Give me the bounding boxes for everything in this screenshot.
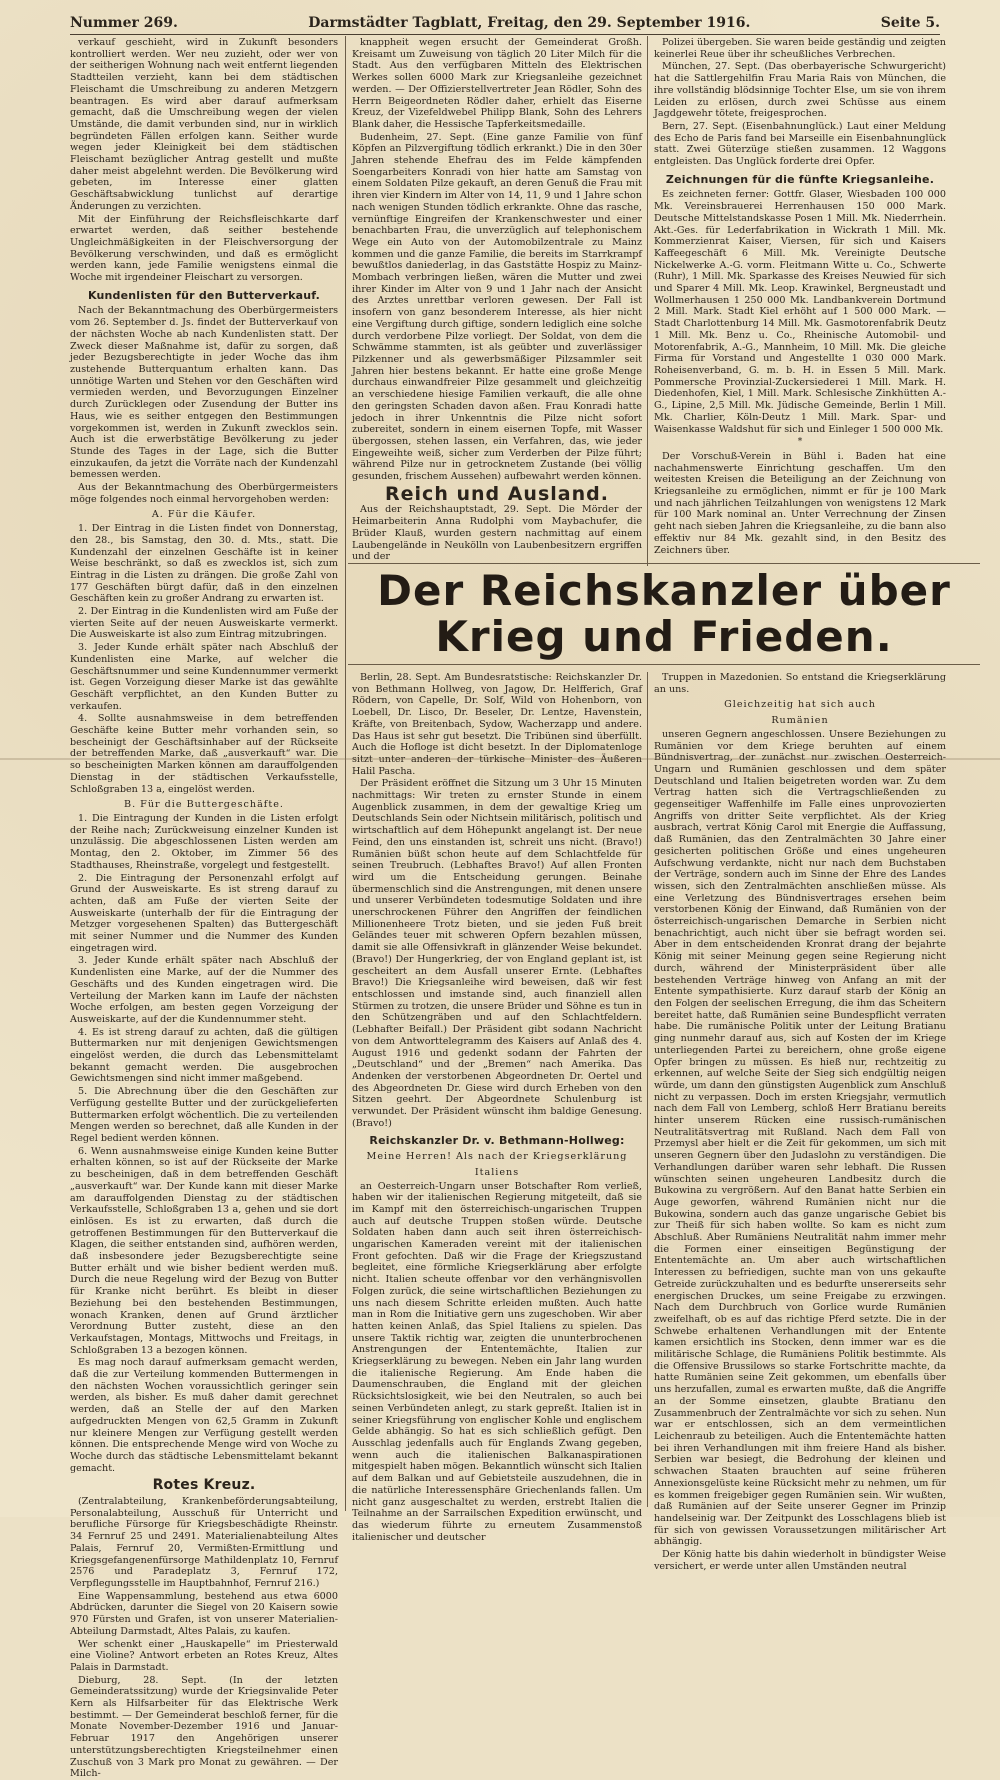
paragraph: Nach der Bekanntmachung des Oberbürgermeisters vom 26. September d. Js. findet der Butterverkauf von der nächsten Woche ab nach Kundenlisten statt. Der Zweck dieser Maßnahme ist, dafür zu sorgen, daß jeder Bezugsberechtigte in jeder Woche das ihm zustehende Butterquantum erhalten kann. Das unnötige Warten und Stehen vor den Geschäften wird vermieden werden, und Bevorzugungen Einzelner durch Zurücklegen oder Zusendung der Butter ins Haus, wie es seither entgegen den Bestimmungen vorgekommen ist, werden in Zukunft zwecklos sein. Auch ist die erwerbstätige Bevölkerung zu jeder Stunde des Tages in der Lage, sich die Butter einzukaufen, da jetzt die Vorräte nach der Kundenzahl bemessen werden. [70, 305, 338, 481]
lead-in: Gleichzeitig hat sich auch [724, 699, 876, 711]
paragraph: Der Vorschuß-Verein in Bühl i. Baden hat eine nachahmenswerte Einrichtung geschaffen. Um den weitesten Kreisen die Beteiligung an der Zeichnung von Kriegsanleihe zu ermöglichen, nimmt er für je 100 Mark und nach jährlichen Teilzahlungen von wenigstens 12 Mark für 100 Mark nominal an. Unter Verrechnung der Zinsen geht nach sieben Jahren die Kriegsanleihe, zu die bann also effektiv nur 84 Mk. gezahlt sind, in den Besitz des Zeichners über. [654, 450, 946, 556]
page-number: Seite 5. [880, 15, 940, 31]
paragraph: Truppen in Mazedonien. So entstand die Kriegserklärung an uns. [654, 672, 946, 695]
paragraph: verkauf geschieht, wird in Zukunft besonders kontrolliert werden. Wer neu zuzieht, oder wer von der seitherigen Wohnung nach weit entfernt liegenden Stadtteilen verzieht, kann bei dem städtischen Fleischamt die Umschreibung zu anderen Metzgern beantragen. Es wird aber darauf aufmerksam gemacht, daß die Umschreibung wegen der vielen Umstände, die damit verbunden sind, nur in wirklich begründeten Fällen erfolgen kann. Seither wurde wegen jeder Kleinigkeit bei dem städtischen Fleischamt bezüglicher Antrag gestellt und mußte daher meist abgelehnt werden. Die Bevölkerung wird gebeten, im Interesse einer glatten Geschäftsabwicklung tunlichst auf derartige Änderungen zu verzichten. [70, 37, 338, 212]
page-header [70, 12, 940, 35]
main-headline [348, 568, 980, 660]
list-item: 3. Jeder Kunde erhält später nach Abschluß der Kundenlisten eine Marke, auf welcher die Geschäftsnummer und seine Kundennummer vermerkt ist. Gegen Vorzeigung dieser Marke ist das gewählte Geschäft verpflichtet, an den Kunden Butter zu verkaufen. [70, 642, 338, 712]
headline-rule-top [348, 563, 980, 564]
paragraph: Dieburg, 28. Sept. (In der letzten Gemeinderatssitzung) wurde der Kriegsinvalide Peter Kern als Hilfsarbeiter für das Elektrische Werk bestimmt. — Der Gemeinderat beschloß ferner, für die Monate November-Dezember 1916 und Januar-Februar 1917 den Angehörigen unserer unterstützungsberechtigten Kriegsteilnehmer einen Zuschuß von 3 Mark pro Monat zu gewähren. — Der Milch- [70, 1674, 338, 1780]
headline-line-2: Krieg und Frieden. [435, 612, 893, 661]
headline-line-1: Der Reichskanzler über [377, 566, 951, 615]
speech-italien: Italiens [474, 1166, 520, 1178]
separator-asterisk: * [797, 437, 803, 448]
subheading-a: A. Für die Käufer. [151, 509, 257, 521]
column-2-lower [352, 672, 642, 1543]
paragraph: Es zeichneten ferner: Gottfr. Glaser, Wiesbaden 100 000 Mk. Vereinsbrauerei Herrenhausen 150 000 Mark. Deutsche Mittelstandskasse Posen 1 Mill. Mk. Niederrhein. Akt.-Ges. für Lederfabrikation in Wickrath 1 Mill. Mk. Kommerzienrat Kaiser, Viersen, für sich und Kaisers Kaffeegeschäft 6 Mill. Mk. Vereinigte Deutsche Nickelwerke A.-G. vorm. Fleitmann Witte u. Co., Schwerte (Ruhr), 1 Mill. Mk. Sparkasse des Kreises Neuwied für sich und Sparer 4 Mill. Mk. Leop. Krawinkel, Bergneustadt und Wollmerhausen 1 250 000 Mk. Landbankverein Dortmund 2 Mill. Mark. Stadt Kiel erhöht auf 1 500 000 Mark. — Stadt Charlottenburg 14 Mill. Mk. Gasmotorenfabrik Deutz 1 Mill. Mk. Benz u. Co., Rheinische Automobil- und Motorenfabrik, A.-G., Mannheim, 10 Mill. Mk. Die gleiche Firma für Vorstand und Angestellte 1 030 000 Mark. Roheisenverband, G. m. b. H. in Essen 5 Mill. Mark. Pommersche Provinzial-Zuckersiederei 1 Mill. Mark. H. Diedenhofen, Kiel, 1 Mill. Mark. Schlesische Zinkhütten A.-G., Lipine, 2,5 Mill. Mk. Jüdische Gemeinde, Berlin 1 Mill. Mk. Charlier, Köln-Deutz 1 Mill. Mark. Spar- und Waisenkasse Waldshut für sich und Einleger 1 500 000 Mk. [654, 189, 946, 435]
list-item: 2. Die Eintragung der Personenzahl erfolgt auf Grund der Ausweiskarte. Es ist streng darauf zu achten, daß am Fuße der vierten Seite der Ausweiskarte (unterhalb der für die Eintragung der Metzger vorgesehenen Spalten) das Buttergeschäft mit seiner Nummer und die Nummer des Kunden eingetragen wird. [70, 872, 338, 954]
paragraph: Wer schenkt einer „Hauskapelle“ im Priesterwald eine Violine? Antwort erbeten an Rotes Kreuz, Altes Palais in Darmstadt. [70, 1638, 338, 1673]
subheading-rumaenien: Rumänien [771, 715, 829, 727]
paragraph: unseren Gegnern angeschlossen. Unsere Beziehungen zu Rumänien vor dem Kriege beruhten auf einem Bündnisvertrag, der zunächst nur zwischen Oesterreich-Ungarn und Rumänien geschlossen und dem später Deutschland und Italien beigetreten worden war. Zu dem Vertrag hatten sich die Vertragschließenden zu gegenseitiger Waffenhilfe im Falle eines unprovozierten Angriffs von dritter Seite verpflichtet. Als der Krieg ausbrach, vertrat König Carol mit Energie die Auffassung, daß Rumänien, das den Zentralmächten 30 Jahre einer gesicherten politischen Größe und eines ungeheuren Aufschwung verdankte, nicht nur nach dem Buchstaben der Verträge, sondern auch im Sinne der Ehre des Landes wissen, sich den Zentralmächten anschließen müsse. Als eine Verletzung des Bündnisvertrages ersehen beim verstorbenen König der Einwand, daß Rumänien von der österreichisch-ungarischen Demarche in Serbien nicht benachrichtigt, auch nicht über sie befragt worden sei. Aber in dem entscheidenden Kronrat drang der bejahrte König mit seiner Meinung gegen seine Regierung nicht durch, während der Ministerpräsident über alle bestehenden Verträge hinweg von Anfang an mit der Entente sympathisierte. Kurz darauf starb der König an den Folgen der seelischen Erregung, die ihm das Scheitern bereitet hatte, daß Rumänien seine Bundespflicht verraten habe. Die rumänische Politik unter der Leitung Bratianu ging nunmehr darauf aus, sich auf Kosten der im Kriege unterliegenden Partei zu bereichern, ohne große eigene Opfer bringen zu müssen. Es hieß nur, rechtzeitig zu erkennen, auf welche Seite der Sieg sich endgültig neigen würde, um dann den günstigsten Augenblick zum Anschluß nicht zu verpassen. Doch im ersten Kriegsjahr, vermutlich nach dem Fall von Lemberg, schloß Herr Bratianu bereits hinter unserem Rücken eine russisch-rumänischen Neutralitätsvertrag mit Rußland. Nach dem Fall von Przemysl aber hielt er die Zeit für gekommen, um sich mit unseren Gegnern über den Judaslohn zu verständigen. Die Verhandlungen darüber waren sehr lebhaft. Die Russen wünschten seinen ungeheuren Landbesitz durch die Bukowina zu vergrößern. Auf den Banat hatte Serbien ein Auge geworfen, während Rumänien nicht nur die Bukowina, sondern auch das ganze ungarische Gebiet bis zur Theiß für sich haben wollte. So kam es nicht zum Abschluß. Aber Rumäniens Neutralität nahm immer mehr die Formen einer einseitigen Begünstigung der Ententemächte an. Um aber auch wirtschaftlichen Interessen zu befriedigen, suchte man von uns gekaufte Getreide zurückzuhalten und es bedurfte unsererseits sehr energischen Druckes, um seine Freigabe zu erzwingen. Nach dem Durchbruch von Gorlice wurde Rumänien zweifelhaft, ob es auf das richtige Pferd setzte. Die in der Schwebe erhaltenen Verhandlungen mit der Entente kamen ersichtlich ins Stocken, denn immer war es die militärische Schlage, die Rumäniens Politik bestimmte. Als die Offensive Brussilows so starke Fortschritte machte, da hatte Rumänien seine Zeit gekommen, um ebenfalls über uns herzufallen, zumal es erwarten mußte, daß die Angriffe an der Somme einsetzen, glaubte Bratianu den Zusammenbruch der Zentralmächte vor sich zu sehen. Nun war er entschlossen, sich an dem vermeintlichen Leichenraub zu beteiligen. Auch die Ententemächte hatten bei ihren Verhandlungen mit ihm freiere Hand als bisher. Serbien war besiegt, die Bedrohung der kleinen und schwachen Staaten brauchten auf seine früheren Annexionsgelüste keine Rücksicht mehr zu nehmen, um für es kommen freigebiger gegen Rumänien sein. Wir wußten, daß Rumänien auf der Seite unserer Gegner im Prinzip handelseinig war. Der Zeitpunkt des Losschlagens blieb ist für sich von gewissen Voraussetzungen militärischer Art abhängig. [654, 728, 946, 1548]
list-item: 3. Jeder Kunde erhält später nach Abschluß der Kundenlisten eine Marke, auf der die Nummer des Geschäfts und des Kunden eingetragen wird. Die Verteilung der Marken kann im Laufe der nächsten Woche erfolgen, am besten gegen Vorzeigung der Ausweiskarte, auf der die Kundennummer steht. [70, 955, 338, 1025]
list-item: Es mag noch darauf aufmerksam gemacht werden, daß die zur Verteilung kommenden Buttermengen in den nächsten Wochen voraussichtlich geringer sein werden, als bisher. Es muß daher damit gerechnet werden, daß an Stelle der auf den Marken aufgedruckten Mengen von 62,5 Gramm in Zukunft nur kleinere Mengen zur Verfügung gestellt werden können. Die entsprechende Menge wird von Woche zu Woche durch das städtische Lebensmittelamt bekannt gemacht. [70, 1357, 338, 1474]
issue-number: Nummer 269. [70, 15, 178, 31]
column-rule-3 [647, 672, 648, 1507]
paragraph: (Zentralabteilung, Krankenbeförderungsabteilung, Personalabteilung, Ausschuß für Unterricht und berufliche Fürsorge für Kriegsbeschädigte Rheinstr. 34 Fernruf 25 und 2491. Materialienabteilung Altes Palais, Fernruf 20, Vermißten-Ermittlung und Kriegsgefangenenfürsorge Mathildenplatz 10, Fernruf 2576 und Paradeplatz 3, Fernruf 172, Verpflegungsstelle im Hauptbahnhof, Fernruf 216.) [70, 1496, 338, 1589]
list-item: 4. Sollte ausnahmsweise in dem betreffenden Geschäfte keine Butter mehr vorhanden sein, so bescheinigt der Geschäftsinhaber auf der Rückseite der betreffenden Marke, daß „ausverkauft“ war. Die so bescheinigten Marken können am darauffolgenden Dienstag in der städtischen Verkaufsstelle, Schloßgraben 13 a, eingelöst werden. [70, 713, 338, 795]
column-1 [70, 37, 338, 1780]
section-heading-reich: Reich und Ausland. [385, 482, 609, 505]
list-item: 4. Es ist streng darauf zu achten, daß die gültigen Buttermarken nur mit denjenigen Gewichtsmengen eingelöst werden, die durch das Lebensmittelamt bekannt gemacht werden. Die ausgebrochen Gewichtsmengen sind nicht immer maßgebend. [70, 1026, 338, 1085]
list-item: 1. Die Eintragung der Kunden in die Listen erfolgt der Reihe nach; Zurückweisung einzelner Kunden ist unzulässig. Die abgeschlossenen Listen werden am Montag, den 2. Oktober, im Zimmer 56 des Stadthauses, Rheinstraße, vorgelegt und festgestellt. [70, 813, 338, 871]
paragraph: Bern, 27. Sept. (Eisenbahnunglück.) Laut einer Meldung des Echo de Paris fand bei Marseille ein Eisenbahnunglück statt. Zwei Güterzüge stießen zusammen. 12 Waggons entgleisten. Das Unglück forderte drei Opfer. [654, 120, 946, 168]
paragraph: Der Präsident eröffnet die Sitzung um 3 Uhr 15 Minuten nachmittags: Wir treten zu ernster Stunde in einem Augenblick zusammen, in dem der gewaltige Krieg um Deutschlands Sein oder Nichtsein militärisch, politisch und wirtschaftlich auf dem Höhepunkt angelangt ist. Der neue Feind, den uns einstanden ist, schreit uns nicht. (Bravo!) Rumänien büßt schon heute auf dem Schlachtfelde für seinen Treubruch. (Lebhaftes Bravo!) Auf allen Fronten wird um die Entscheidung gerungen. Beinahe übermenschlich sind die Anstrengungen, mit denen unsere und unserer Verbündeten todesmutige Soldaten und ihre unerschrockenen Führer den Angriffen der feindlichen Millionenheere Trotz bieten, und sie jeden Fuß breit Geländes teuer mit schweren Opfern bezahlen müssen, damit sie alle Offensivkraft in glänzender Weise bekundet. (Bravo!) Der Hungerkrieg, der von England geplant ist, ist gescheitert an dem Ausfall unserer Ernte. (Lebhaftes Bravo!) Die Kriegsanleihe wird beweisen, daß wir fest entschlossen und imstande sind, auch finanziell allen Stürmen zu trotzen, die unsere Brüder und Söhne es tun in den Schützengräben und auf den Schlachtfeldern. (Lebhafter Beifall.) Der Präsident gibt sodann Nachricht von dem Antworttelegramm des Kaisers auf Anlaß des 4. August 1916 und gedenkt sodann der Fahrten der „Deutschland“ und der „Bremen“ nach Amerika. Das Andenken der verstorbenen Abgeordneten Dr. Oertel und des Abgeordneten Dr. Giese wird durch Erheben von den Sitzen geehrt. Der Abgeordnete Schulenburg ist verwundet. Der Präsident wünscht ihm baldige Genesung. (Bravo!) [352, 778, 642, 1129]
paragraph: Mit der Einführung der Reichsfleischkarte darf erwartet werden, daß seither bestehende Ungleichmäßigkeiten in der Fleischversorgung der Bevölkerung verschwinden, und daß es ermöglicht werden kann, jede Familie wenigstens einmal die Woche mit irgendeiner Fleischart zu versorgen. [70, 213, 338, 284]
paragraph: Polizei übergeben. Sie waren beide geständig und zeigten keinerlei Reue über ihr scheußliches Verbrechen. [654, 37, 946, 60]
column-2 [352, 37, 642, 563]
section-heading-butter: Kundenlisten für den Butterverkauf. [87, 288, 321, 302]
speech-heading: Reichskanzler Dr. v. Bethmann-Hollweg: [369, 1134, 625, 1148]
list-item: 2. Der Eintrag in die Kundenlisten wird am Fuße der vierten Seite auf der neuen Ausweiskarte vermerkt. Die Ausweiskarte ist also zum Eintrag mitzubringen. [70, 606, 338, 641]
paragraph: knappheit wegen ersucht der Gemeinderat Großh. Kreisamt um Zuweisung von täglich 20 Liter Milch für die Stadt. Aus den verfügbaren Mitteln des Elektrischen Werkes sollen 6000 Mark zur Kriegsanleihe gezeichnet werden. — Der Offizierstellvertreter Jean Rödler, Sohn des Herrn Beigeordneten Rödler daher, erhielt das Eiserne Kreuz, der Vizefeldwebel Philipp Blank, Sohn des Lehrers Blank daher, die Hessische Tapferkeitsmedaille. [352, 37, 642, 130]
paragraph: Aus der Reichshauptstadt, 29. Sept. Die Mörder der Heimarbeiterin Anna Rudolphi vom Maybachufer, die Brüder Klauß, wurden gestern nachmittag auf einem Laubengelände in Neukölln von Laubenbesitzern ergriffen und der [352, 504, 642, 563]
section-heading-rotes-kreuz: Rotes Kreuz. [152, 1477, 256, 1494]
paragraph: Der König hatte bis dahin wiederholt in bündigster Weise versichert, er werde unter allen Umständen neutral [654, 1549, 946, 1572]
column-rule-1 [345, 36, 346, 1511]
column-rule-2 [647, 36, 648, 566]
paper-fold [0, 758, 1000, 760]
masthead-line: Darmstädter Tagblatt, Freitag, den 29. September 1916. [308, 15, 751, 31]
list-item: 5. Die Abrechnung über die den Geschäften zur Verfügung gestellte Butter und der zurückgelieferten Buttermarken erfolgt wöchentlich. Die zu verteilenden Mengen werden so berechnet, daß alle Kunden in der Regel bedient werden können. [70, 1086, 338, 1144]
headline-rule-bottom [348, 664, 980, 665]
section-heading-zeichnungen: Zeichnungen für die fünfte Kriegsanleihe. [665, 172, 935, 186]
paragraph: Berlin, 28. Sept. Am Bundesratstische: Reichskanzler Dr. von Bethmann Hollweg, von Jagow, Dr. Helfferich, Graf Rödern, von Capelle, Dr. Solf, Wild von Hohenborn, von Loebell, Dr. Lisco, Dr. Beseler, Dr. Lentze, Havenstein, Kräfte, von Breitenbach, Sydow, Wacherzapp und andere. Das Haus ist sehr gut besetzt. Die Tribünen sind überfüllt. Auch die Hofloge ist dicht besetzt. In der Diplomatenloge sitzt unter anderen der türkische Minister des Äußeren Halil Pascha. [352, 672, 642, 777]
paragraph: Aus der Bekanntmachung des Oberbürgermeisters möge folgendes noch einmal hervorgehoben werden: [70, 482, 338, 505]
speech-intro: Meine Herren! Als nach der Kriegserklärung [366, 1151, 628, 1163]
paragraph: Eine Wappensammlung, bestehend aus etwa 6000 Abdrücken, darunter die Siegel von 20 Kaisern sowie 970 Fürsten und Grafen, ist von unserer Materialien-Abteilung Darmstadt, Altes Palais, zu kaufen. [70, 1590, 338, 1637]
list-item: 1. Der Eintrag in die Listen findet von Donnerstag, den 28., bis Samstag, den 30. d. Mts., statt. Die Kundenzahl der einzelnen Geschäfte ist in keiner Weise beschränkt, so daß es zwecklos ist, sich zum Eintrag in die Listen zu drängen. Die große Zahl von 177 Geschäften bürgt dafür, daß in den einzelnen Geschäften kein zu großer Andrang zu erwarten ist. [70, 523, 338, 605]
column-3-lower [654, 672, 946, 1572]
paragraph: München, 27. Sept. (Das oberbayerische Schwurgericht) hat die Sattlergehilfin Frau Maria Rais von München, die ihre vollständig blödsinnige Tochter Else, um sie von ihrem Leiden zu erlösen, durch zwei Schüsse aus einem Jagdgewehr tötete, freigesprochen. [654, 61, 946, 120]
column-3 [654, 37, 946, 560]
paragraph: an Oesterreich-Ungarn unser Botschafter Rom verließ, haben wir der italienischen Regierung mitgeteilt, daß sie im Kampf mit den österreichisch-ungarischen Truppen auch auf deutsche Truppen stoßen würde. Deutsche Soldaten haben dann auch seit ihren österreichisch-ungarischen Kameraden vereint mit der italienischen Front gefochten. Daß wir die Frage der Kriegszustand begleitet, eine förmliche Kriegserklärung aber erfolgte nicht. Italien scheute offenbar vor den verhängnisvollen Folgen zurück, die seine wirtschaftlichen Beziehungen zu uns nach diesem Schritte erleiden mußten. Auch hatte man in Rom die Initiative gern uns zugeschoben. Wir aber hatten keinen Anlaß, das Spiel Italiens zu spielen. Das unsere Taktik richtig war, zeigten die ununterbrochenen Anstrengungen der Ententemächte, Italien zur Kriegserklärung zu bewegen. Neben ein Jahr lang wurden die italienische Regierung. Am Ende haben die Daumenschrauben, die England mit der gleichen Rücksichtslosigkeit, wie bei den Neutralen, so auch bei seinen Verbündeten anlegt, zu stark gepreßt. Italien ist in seiner Kriegsführung von englischer Kohle und englischem Gelde abhängig. So hat es sich schließlich gefügt. Den Ausschlag jedenfalls auch für Englands Zwang gegeben, wenn auch die italienischen Balkanaspirationen mitgespielt haben mögen. Bekanntlich wünscht sich Italien auf dem Balkan und auf Gebietsteile auszudehnen, die in die natürliche Interessensphäre Griechenlands fallen. Um nicht ganz ausgeschaltet zu werden, erstrebt Italien die Teilnahme an der Sarrailschen Expedition erwünscht, und das wiederum führte zu erneutem Zusammenstoß italienischer und deutscher [352, 1180, 642, 1543]
list-item: 6. Wenn ausnahmsweise einige Kunden keine Butter erhalten können, so ist auf der Rückseite der Marke zu bescheinigen, daß in dem betreffenden Geschäft „ausverkauft“ war. Der Kunde kann mit dieser Marke am darauffolgenden Dienstag zu der städtischen Verkaufsstelle, Schloßgraben 13 a, gehen und sie dort einlösen. Es ist zu erwarten, daß durch die getroffenen Bestimmungen für den Butterverkauf die Klagen, die seither entstanden sind, aufhören werden, daß insbesondere jeder Bezugsberechtigte seine Butter erhält und wie bisher bedient werden muß. Durch die neue Regelung wird der Bezug von Butter für Kranke nicht berührt. Es bleibt in dieser Beziehung bei den bestehenden Bestimmungen, wonach Kranken, denen auf Grund ärztlicher Verordnung Butter zusteht, diese an den Verkaufstagen, Montags, Mittwochs und Freitags, in Schloßgraben 13 a bezogen können. [70, 1145, 338, 1356]
subheading-b: B. Für die Buttergeschäfte. [124, 799, 284, 811]
paragraph: Budenheim, 27. Sept. (Eine ganze Familie von fünf Köpfen an Pilzvergiftung tödlich erkrankt.) Die in den 30er Jahren stehende Ehefrau des im Felde kämpfenden Soengarbeiters Konradi von hier hatte am Samstag von einem Soldaten Pilze gekauft, an deren Genuß die Frau mit ihren vier Kindern im Alter von 14, 11, 9 und 1 Jahre schon nach wenigen Stunden tödlich erkrankte. Ohne das rasche, vernünftige Eingreifen der Krankenschwester und einer benachbarten Frau, die unverzüglich auf telephonischem Wege ein Auto von der Automobilzentrale zu Mainz kommen und die ganze Familie, die bereits im Starrkrampf bewußtlos daniederlag, in das Gaststätte Hospiz zu Mainz-Mombach verbringen ließen, wären die Mutter und zwei ihrer Kinder im Alter von 9 und 1 Jahr nach der Ansicht des Arztes unrettbar verloren gewesen. Der Fall ist insofern von ganz besonderem Interesse, als hier nicht eine Vergiftung durch giftige, sondern lediglich eine solche durch verdorbene Pilze vorliegt. Der Soldat, von dem die Schwämme stammten, ist als geübter und zuverlässiger Pilzkenner und als gewerbsmäßiger Pilzsammler seit Jahren hier bestens bekannt. Er hatte eine große Menge durchaus einwandfreier Pilze gesammelt und gleichzeitig an verschiedene hiesige Familien verkauft, die alle ohne den geringsten Schaden davon aßen. Frau Konradi hatte jedoch in ihrer Unkenntnis die Pilze nicht sofort zubereitet, sondern in einem eisernen Topfe, mit Wasser übergossen, stehen lassen, ein Verfahren, das, wie jeder Eingeweihte weiß, sicher zum Verderben der Pilze führt; während Pilze nur in getrocknetem Zustande (bei völlig gesunden, frischem Aussehen) aufbewahrt werden können. [352, 131, 642, 483]
